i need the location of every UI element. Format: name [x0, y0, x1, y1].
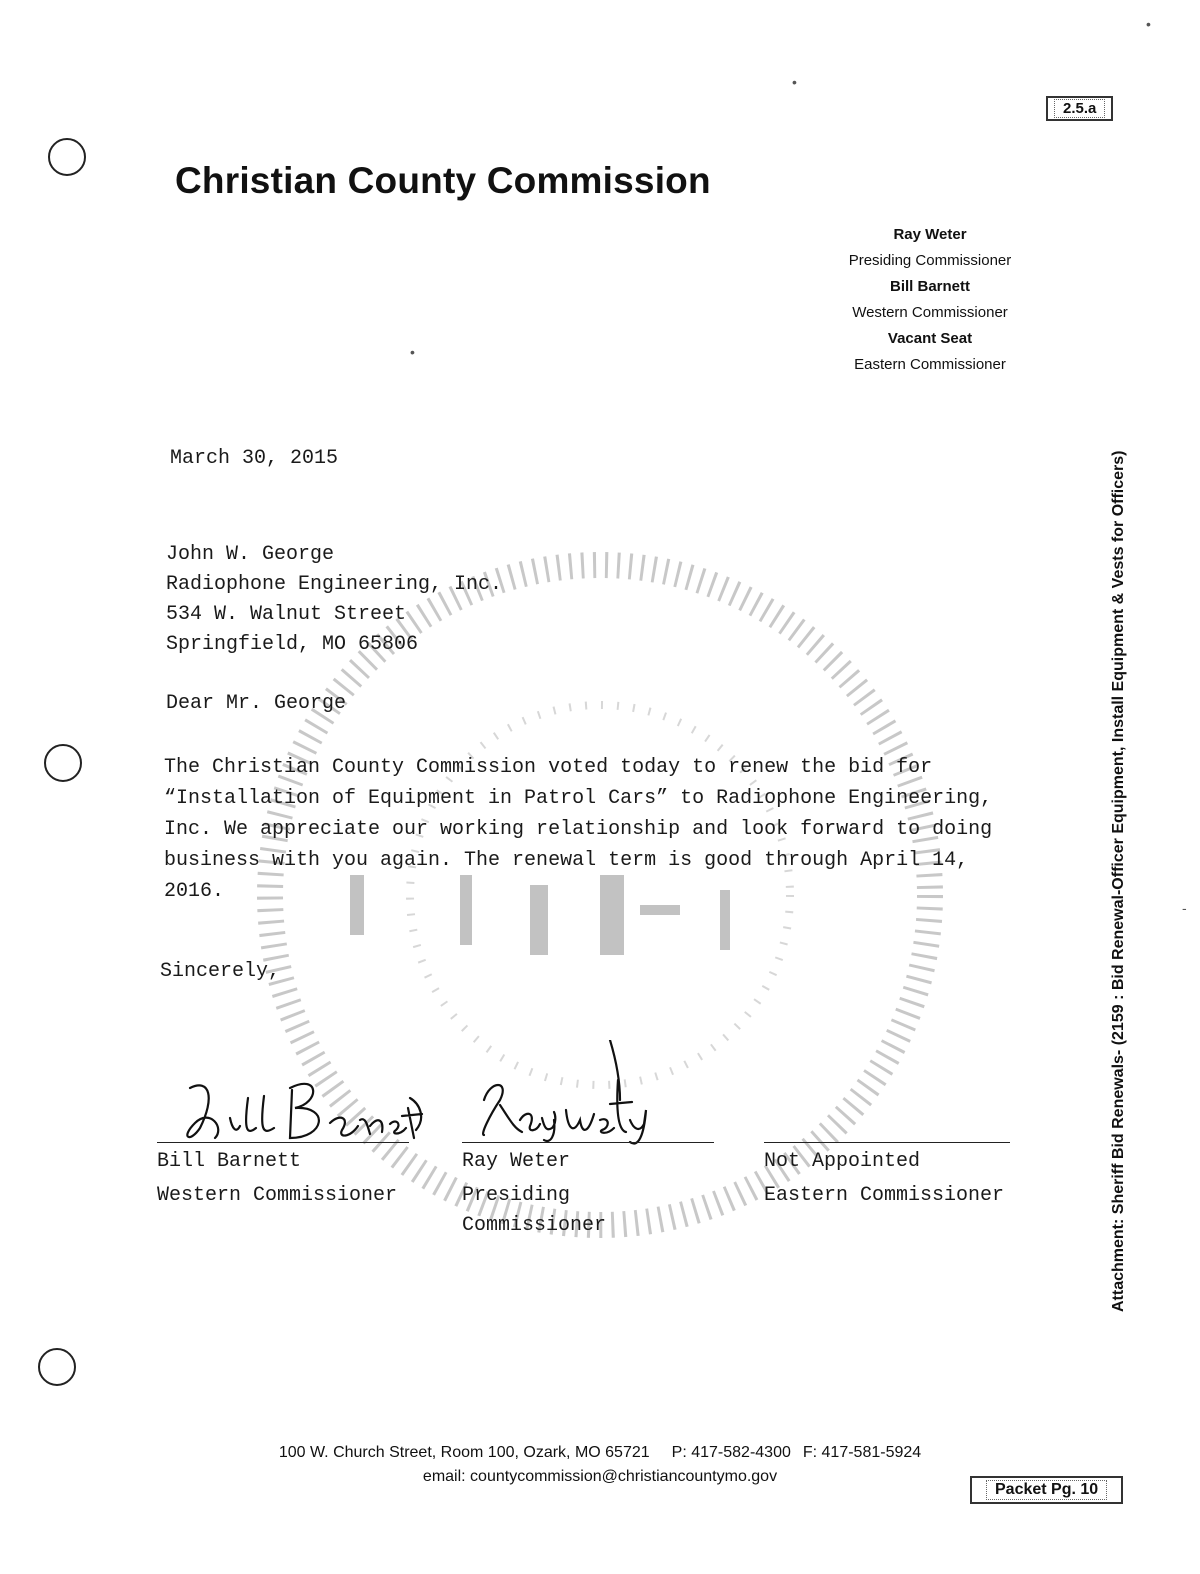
letter-date: March 30, 2015	[170, 447, 339, 470]
signer-title: Eastern Commissioner	[764, 1184, 1005, 1207]
footer-contact-line	[0, 1441, 1200, 1465]
signer-name: Not Appointed	[764, 1150, 921, 1173]
recipient-address	[166, 540, 502, 660]
footer-email: email: countycommission@christiancountymo.gov	[422, 1468, 778, 1485]
signer-title: Presiding Commissioner	[462, 1184, 607, 1237]
body-line: business with you again. The renewal term is good through April 14,	[164, 849, 969, 872]
signer-name: Ray Weter	[462, 1150, 571, 1173]
commissioner-roster	[830, 222, 1030, 378]
recipient-name: John W. George	[166, 543, 335, 566]
scan-speck: •	[410, 344, 415, 360]
footer-fax: F: 417-581-5924	[802, 1444, 922, 1461]
signature-ray-weter	[470, 1040, 670, 1150]
attachment-side-label: Attachment: Sheriff Bid Renewals- (2159 : Bid Renewal-Officer Equipment, Install Equipment & Vests for Officers)	[1110, 450, 1127, 1312]
roster-name: Bill Barnett	[889, 278, 970, 295]
signer-title: Western Commissioner	[157, 1184, 398, 1207]
page-tag: 2.5.a	[1046, 96, 1113, 121]
scan-speck: •	[792, 74, 797, 90]
letter-body	[164, 752, 1034, 907]
scan-speck: •	[1146, 16, 1151, 32]
body-line: 2016.	[164, 880, 225, 903]
recipient-city: Springfield, MO 65806	[166, 633, 419, 656]
body-line: “Installation of Equipment in Patrol Cars” to Radiophone Engineering,	[164, 787, 993, 810]
roster-name: Ray Weter	[893, 226, 967, 243]
scan-speck: -	[1182, 900, 1187, 916]
closing: Sincerely,	[160, 960, 281, 983]
signature-line	[462, 1142, 714, 1143]
body-line: Inc. We appreciate our working relationship and look forward to doing	[164, 818, 993, 841]
signature-bill-barnett	[170, 1068, 430, 1148]
signature-line	[157, 1142, 409, 1143]
roster-name: Vacant Seat	[887, 330, 973, 347]
roster-role: Presiding Commissioner	[848, 252, 1012, 269]
roster-role: Western Commissioner	[852, 304, 1008, 321]
salutation: Dear Mr. George	[166, 692, 347, 715]
packet-page-tag: Packet Pg. 10	[970, 1476, 1123, 1504]
signature-block-western	[157, 1142, 409, 1211]
signer-name: Bill Barnett	[157, 1150, 302, 1173]
footer-address: 100 W. Church Street, Room 100, Ozark, MO 65721	[278, 1444, 650, 1461]
signature-block-eastern	[764, 1142, 1010, 1211]
body-line: The Christian County Commission voted today to renew the bid for	[164, 756, 933, 779]
signature-line	[764, 1142, 1010, 1143]
binder-hole-top	[48, 138, 86, 176]
footer-phone: P: 417-582-4300	[671, 1444, 791, 1461]
recipient-street: 534 W. Walnut Street	[166, 603, 407, 626]
roster-role: Eastern Commissioner	[854, 356, 1006, 373]
recipient-company: Radiophone Engineering, Inc.	[166, 573, 503, 596]
signature-block-presiding	[462, 1142, 714, 1241]
binder-hole-middle	[44, 744, 82, 782]
letterhead-title: Christian County Commission	[175, 160, 711, 201]
binder-hole-bottom	[38, 1348, 76, 1386]
